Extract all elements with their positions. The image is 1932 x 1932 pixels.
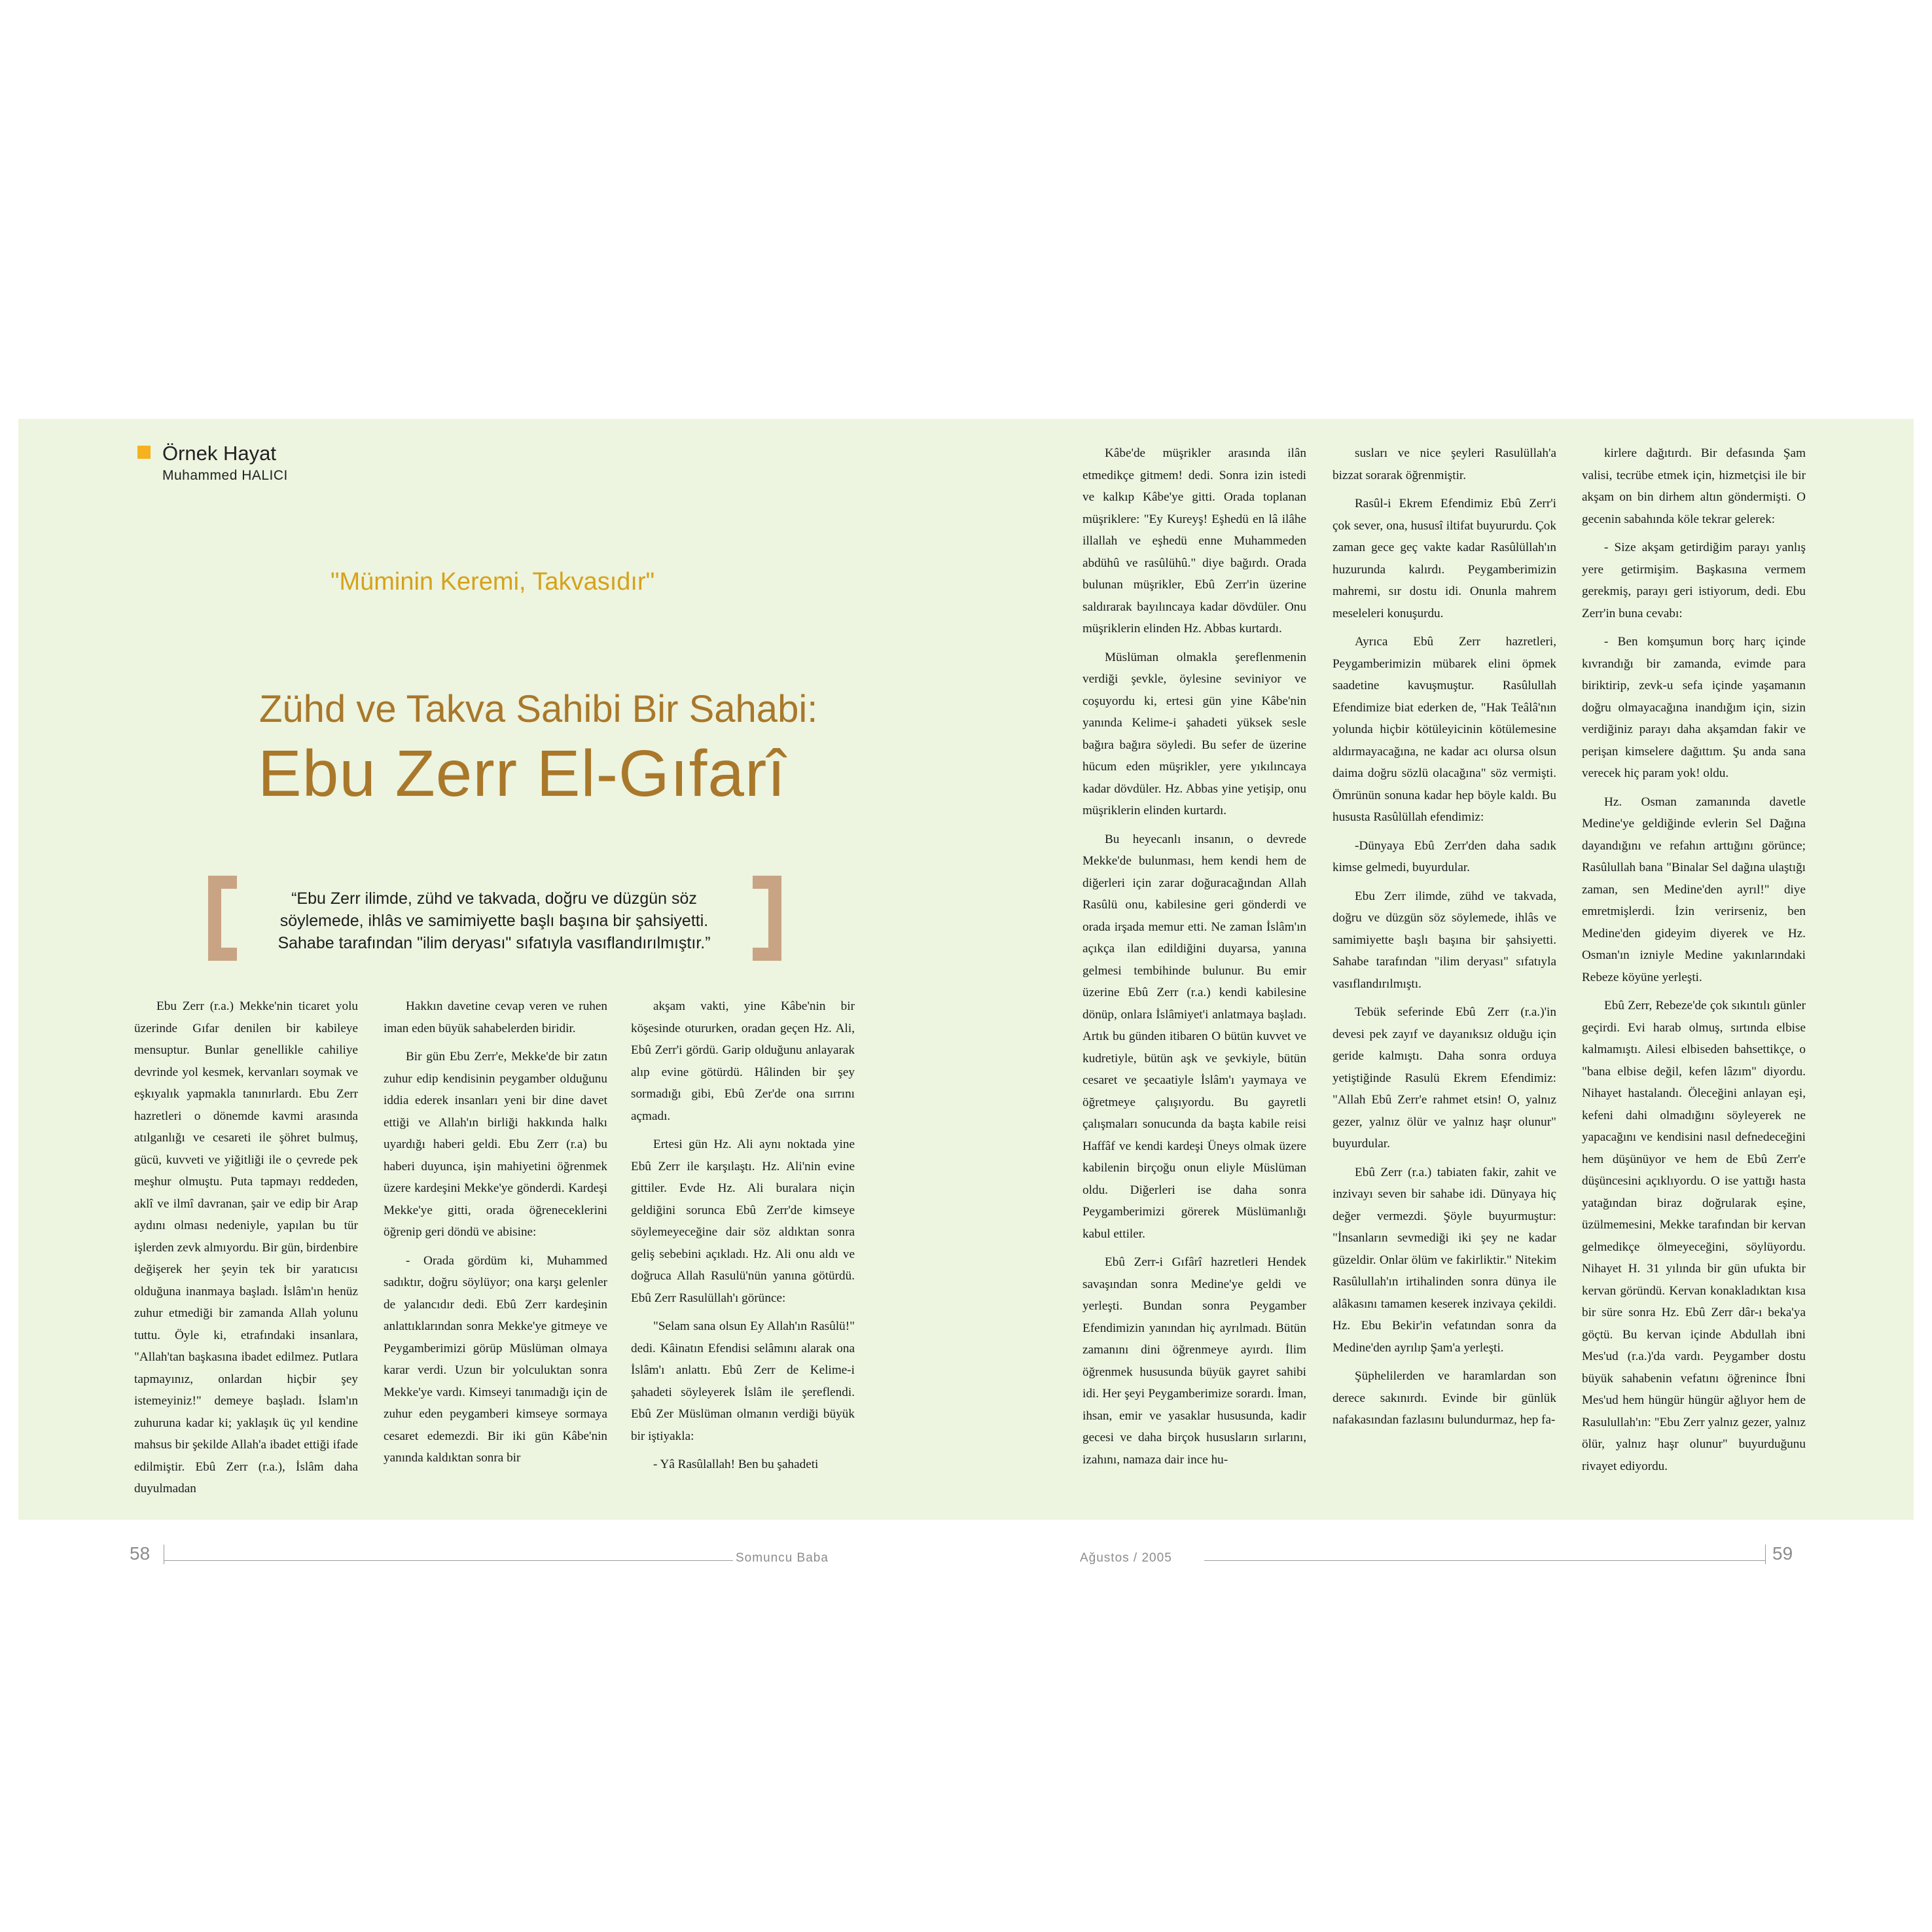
text-column-2 (384, 995, 607, 1476)
paragraph: susları ve nice şeyleri Rasulüllah'a bizzat sorarak öğrenmiştir. (1333, 446, 1556, 482)
paragraph: Tebük seferinde Ebû Zerr (r.a.)'in devesi pek zayıf ve dayanıksız olduğu için geride kalmıştı. Daha sonra orduya yetiştiğinde Rasulü Ekrem Efendimiz: "Allah Ebû Zerr'e rahmet etsin! O, yalnız gezer, yalnız ölür ve yalnız haşr olunur" buyurdular. (1333, 1005, 1556, 1151)
footer-rule-right (1204, 1560, 1765, 1561)
paragraph: - Orada gördüm ki, Muhammed sadıktır, doğru söylüyor; ona karşı gelenler de yalancıdır dedi. Ebû Zerr kardeşinin anlattıklarından sonra Mekke'ye gitmeye ve Peygamberimizi görüp Müslüman olmaya karar verdi. Uzun bir yolculuktan sonra Mekke'ye vardı. Kimseyi tanımadığı için de zuhur eden peygamberi kimseye sormaya cesaret edemezdi. Bir iki gün Kâbe'nin yanında kaldıktan sonra bir (384, 1253, 607, 1465)
right-bracket-icon (753, 876, 781, 961)
paragraph: Ebû Zerr (r.a.) tabiaten fakir, zahit ve inzivayı seven bir sahabe idi. Dünyaya hiç değer vermezdi. Şöyle buyurmuştur: "İnsanların sevmediği iki şey ne kadar güzeldir. Onlar ölüm ve fakirliktir." Nitekim Rasûlullah'ın irtihalinden sonra dünya ile alâkasını tamamen keserek inzivaya çekildi. Hz. Ebu Bekir'in vefatından sonra da Medine'den ayrılıp Şam'a yerleşti. (1333, 1165, 1556, 1355)
paragraph: Rasûl-i Ekrem Efendimiz Ebû Zerr'i çok sever, ona, hususî iltifat buyururdu. Çok zaman gece geç vakte kadar Rasûlüllah'ın huzurunda kalırdı. Peygamberimizin mahremi, sır dostu idi. Onunla mahrem meseleleri konuşurdu. (1333, 497, 1556, 620)
paragraph: Bu heyecanlı insanın, o devrede Mekke'de bulunması, hem kendi hem de diğerleri için zarar doğuracağından Allah Rasûlü onu, kabilesine geri gönderdi ve orada irşada memur etti. Ne zaman İslâm'ın açıkça ilan edildiğini duyarsa, yanına gelmesi tembihinde bulunur. Bu emir üzerine Ebû Zerr (r.a.) kendi kabilesine dönüp, onlara İslâmiyet'i anlatmaya başladı. Artık bu günden itibaren O bütün kuvvet ve kudretiyle, bütün aşk ve şevkiyle, bütün cesaret ve şecaatiyle İslâm'ı yaymaya ve öğretmeye çalışıyordu. Bu gayretli çalışmaları sonucunda da başta kabile reisi Haffâf ve kendi kardeşi Üneys olmak üzere kabilenin birçoğu onun eliyle Müslüman oldu. Diğerleri ise daha sonra Peygamberimizi görerek Müslümanlığı kabul ettiler. (1082, 832, 1306, 1241)
text-column-6 (1582, 442, 1806, 1484)
text-column-5 (1333, 442, 1556, 1438)
kicker-quote: "Müminin Keremi, Takvasıdır" (331, 568, 655, 596)
paragraph: Ertesi gün Hz. Ali aynı noktada yine Ebû Zerr ile karşılaştı. Hz. Ali'nin evine gittiler. Evde Hz. Ali buralara niçin geldiğini sorunca Ebû Zerr'de kimseye söylemeyeceğine dair söz aldıktan sonra geliş sebebini açıkladı. Hz. Ali onu aldı ve doğruca Allah Rasulü'nün yanına götürdü. Ebû Zerr Rasulüllah'ı görünce: (631, 1137, 855, 1305)
author-name: Muhammed HALICI (162, 468, 288, 483)
text-column-3 (631, 995, 855, 1482)
paragraph: - Size akşam getirdiğim parayı yanlış yere getirmişim. Başkasına vermem gerekmiş, parayı geri istiyorum, dedi. Ebu Zerr'in buna cevabı: (1582, 541, 1806, 620)
paragraph: Hz. Osman zamanında davetle Medine'ye geldiğinde evlerin Sel Dağına dayandığını ve refahın arttığını görünce; Rasûlullah bana "Binalar Sel dağına ulaştığı zaman, sen Medine'den ayrıl!" diye emretmişlerdi. İzin verirseniz, ben Medine'den gideyim diyerek ve Hz. Osman'ın izniyle Medine yakınlarındaki Rebeze köyüne yerleşti. (1582, 795, 1806, 984)
magazine-name: Somuncu Baba (736, 1551, 829, 1565)
paragraph: Hakkın davetine cevap veren ve ruhen iman eden büyük sahabelerden biridir. (384, 999, 607, 1035)
pull-quote: “Ebu Zerr ilimde, zühd ve takvada, doğru ve düzgün söz söylemede, ihlâs ve samimiyette başlı başına bir şahsiyetti. Sahabe tarafından "ilim deryası" sıfatıyla vasıflandırılmıştır.” (277, 889, 711, 952)
left-page-number: 58 (130, 1543, 151, 1564)
section-square-icon (137, 446, 151, 459)
footer-tick-right (1765, 1545, 1766, 1564)
left-bracket-icon (208, 876, 237, 961)
article-title: Ebu Zerr El-Gıfarî (258, 737, 787, 810)
paragraph: "Selam sana olsun Ey Allah'ın Rasûlü!" dedi. Kâinatın Efendisi selâmını alarak ona İslâm'ı anlattı. Ebû Zerr de Kelime-i şahadeti söyleyerek İslâm ile şereflendi. Ebû Zer Müslüman olmanın verdiği büyük bir iştiyakla: (631, 1319, 855, 1443)
paragraph: akşam vakti, yine Kâbe'nin bir köşesinde otururken, oradan geçen Hz. Ali, Ebû Zerr'i gördü. Garip olduğunu anlayarak alıp evine götürdü. Hâlinden bir şey sormadığı gibi, Ebû Zer'de ona sırrını açmadı. (631, 999, 855, 1123)
paragraph: Kâbe'de müşrikler arasında ilân etmedikçe gitmem! dedi. Sonra izin istedi ve kalkıp Kâbe'ye gitti. Orada toplanan müşriklere: "Ey Kureyş! Eşhedü en lâ ilâhe illallah ve eşhedü enne Muhammeden abdühû ve rasûlühû." diye bağırdı. Orada bulunan müşrikler, Ebû Zerr'in üzerine saldırarak bayılıncaya kadar dövdüler. Onu müşriklerin elinden Hz. Abbas kurtardı. (1082, 446, 1306, 635)
paragraph: Bir gün Ebu Zerr'e, Mekke'de bir zatın zuhur edip kendisinin peygamber olduğunu iddia ederek insanları yeni bir dine davet ettiği ve Allah'ın birliği hakkında halkı uyardığı haberi geldi. Ebu Zerr (r.a) bu haberi duyunca, işin mahiyetini öğrenmek üzere kardeşini Mekke'ye gönderdi. Kardeşi Mekke'ye gitti, orada öğreneceklerini öğrenip geri döndü ve abisine: (384, 1050, 607, 1239)
paragraph: -Dünyaya Ebû Zerr'den daha sadık kimse gelmedi, buyurdular. (1333, 838, 1556, 874)
text-column-4 (1082, 442, 1306, 1477)
paragraph: Ayrıca Ebû Zerr hazretleri, Peygamberimizin mübarek elini öpmek saadetine kavuşmuştur. Rasûlullah Efendimize biat ederken de, "Hak Teâlâ'nın yolunda hiçbir kötüleyicinin kötülemesine aldırmayacağına, ne kadar acı olursa olsun daima doğru sözlü olacağına" söz vermişti. Ömrünün sonuna kadar hep böyle kaldı. Bu hususta Rasûlüllah efendimiz: (1333, 635, 1556, 824)
paragraph: Ebû Zerr-i Gıfârî hazretleri Hendek savaşından sonra Medine'ye geldi ve yerleşti. Bundan sonra Peygamber Efendimizin yanından hiç ayrılmadı. Bütün zamanını dini öğrenmeye ayırdı. İlim öğrenmek hususunda büyük gayret sahibi idi. Her şeyi Peygamberimize sorardı. İman, ihsan, emir ve yasaklar hususunda, kadir gecesi ve daha birçok hususların sırlarını, izahını, namaza dair ince hu- (1082, 1255, 1306, 1467)
paragraph: Müslüman olmakla şereflenmenin verdiği şevkle, öylesine seviniyor ve coşuyordu ki, ertesi gün yine Kâbe'nin yanında Kelime-i şahadeti yüksek sesle bağıra bağıra söyledi. Bu sefer de üzerine hücum eden müşrikler, yere yıkılıncaya kadar dövdüler. Hz. Abbas yine yetişip, onu müşriklerin elinden kurtardı. (1082, 650, 1306, 817)
paragraph: - Yâ Rasûlallah! Ben bu şahadeti (653, 1458, 819, 1471)
right-page-number: 59 (1772, 1543, 1793, 1564)
paragraph: Ebu Zerr (r.a.) Mekke'nin ticaret yolu üzerinde Gıfar denilen bir kabileye mensuptur. Bunlar genellikle cahiliye devrinde yol kesmek, kervanları soymak ve eşkıyalık yapmakla tanınırlardı. Ebu Zerr hazretleri o dönemde kavmi arasında atılganlığı ve cesareti ile şöhret bulmuş, gücü, kuvveti ve yiğitliği ile o çevrede pek meşhur olmuştu. Puta tapmayı reddeden, aklî ve ilmî davranan, şair ve edip bir Arap aydını olması nedeniyle, yapılan bu tür işlerden zevk almıyordu. Bir gün, birdenbire değişerek her şeyin tek bir yaratıcısı olduğuna inanmaya başladı. İslâm'ın henüz zuhur etmediği bir zamanda Allah yolunu tuttu. Öyle ki, etrafındaki insanlara, "Allah'tan başkasına ibadet edilmez. Putlara tapmayınız, onlardan hiçbir şey istemeyiniz!" demeye başladı. İslam'ın zuhuruna kadar ki; yaklaşık üç yıl kendine mahsus bir şekilde Allah'a ibadet ettiği ifade edilmiştir. Ebû Zerr (r.a.), İslâm daha duyulmadan (134, 999, 358, 1495)
paragraph: kirlere dağıtırdı. Bir defasında Şam valisi, tecrübe etmek için, hizmetçisi ile bir akşam on bin dirhem altın göndermişti. O gecenin sabahında köle tekrar gelerek: (1582, 446, 1806, 526)
paragraph: Şüphelilerden ve haramlardan son derece sakınırdı. Evinde bir günlük nafakasından fazlasını bulundurmaz, hep fa- (1333, 1369, 1556, 1427)
footer-rule-left (164, 1560, 733, 1561)
section-name: Örnek Hayat (162, 442, 277, 465)
paragraph: - Ben komşumun borç harç içinde kıvrandığı bir zamanda, evimde para biriktirip, zevk-u sefa içinde yaşamanın doğru olmayacağına inandığım için, sizin verdiğiniz parayı daha akşamdan fakir ve perişan kimselere dağıttım. Şu anda sana verecek hiç param yok! oldu. (1582, 635, 1806, 780)
text-column-1 (134, 995, 358, 1507)
issue-date: Ağustos / 2005 (1080, 1551, 1172, 1565)
paragraph: Ebû Zerr, Rebeze'de çok sıkıntılı günler geçirdi. Evi harab olmuş, sırtında elbise kalmamıştı. Ailesi elbiseden bahsettikçe, o "bana elbise değil, kefen lâzım" diyordu. Nihayet hastalandı. Öleceğini anlayan eşi, kefeni dahi olmadığını söyleyerek ne yapacağını ve kendisini nasıl defnedeceğini hem düşünüyor ve hem de Ebû Zerr'e düşüncesini açıklıyordu. O ise yattığı hasta yatağından biraz doğrularak eşine, üzülmemesini, Mekke tarafından bir kervan gelmedikçe ölmeyeceğini, söylüyordu. Nihayet H. 31 yılında bir gün ufukta bir kervan göründü. Kervan konakladıktan kısa bir süre sonra Hz. Ebû Zerr dâr-ı beka'ya göçtü. Bu kervan içinde Abdullah ibni Mes'ud (r.a.)'da vardı. Peygamber dostu büyük sahabenin vefatını öğrenince İbni Mes'ud hem hüngür hüngür ağlıyor hem de Rasulullah'ın: "Ebu Zerr yalnız gezer, yalnız ölür, yalnız haşr olunur" buyurduğunu rivayet ediyordu. (1582, 999, 1806, 1473)
paragraph: Ebu Zerr ilimde, zühd ve takvada, doğru ve düzgün söz söylemede, ihlâs ve samimiyette başlı başına bir şahsiyetti. Sahabe tarafından "ilim deryası" sıfatıyla vasıflandırılmıştı. (1333, 889, 1556, 991)
article-subtitle: Zühd ve Takva Sahibi Bir Sahabi: (259, 688, 818, 730)
